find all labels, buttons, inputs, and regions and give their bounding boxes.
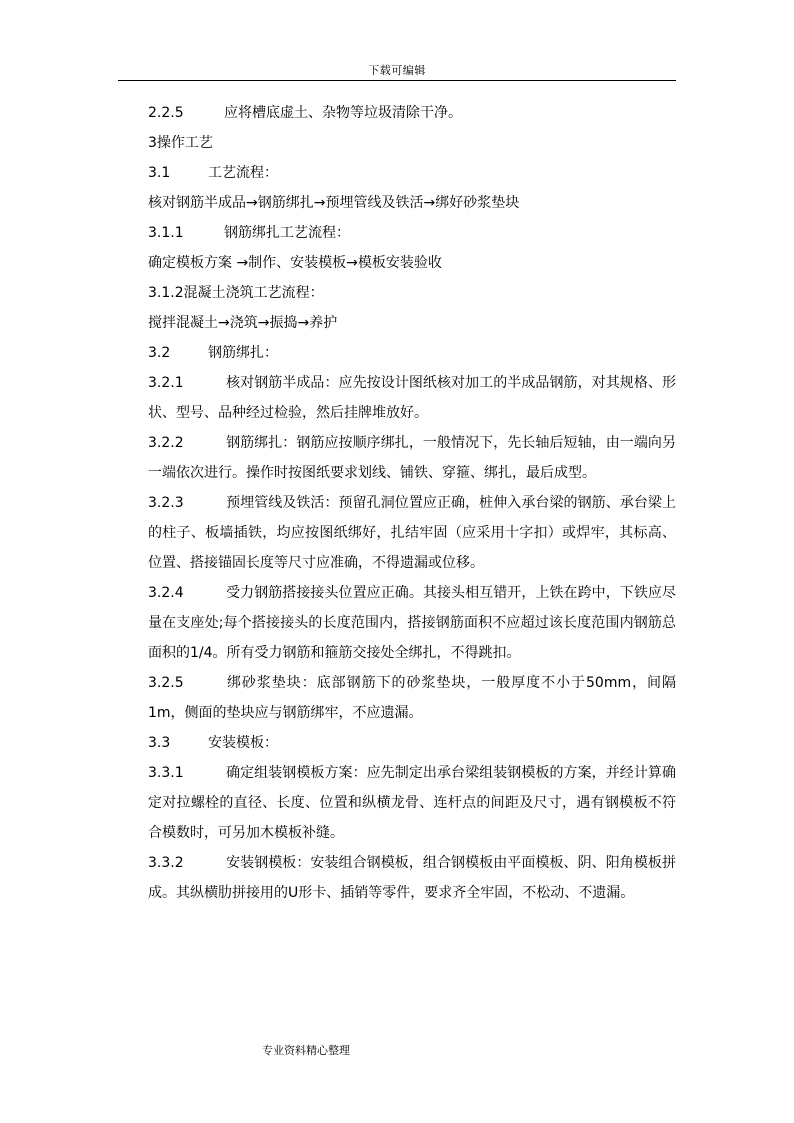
section-text: 钢筋绑扎： xyxy=(208,345,278,361)
section-text: 确定组装钢模板方案：应先制定出承台梁组装钢模板的方案，并经计算确定对拉螺栓的直径、长度、位置和纵横龙骨、连杆点的间距及尺寸，遇有钢模板不符合模数时，可另加木模板补缝。 xyxy=(148,765,676,841)
line-3-1 xyxy=(148,158,676,188)
heading-3: 3操作工艺 xyxy=(148,135,213,151)
section-text: 受力钢筋搭接接头位置应正确。其接头相互错开，上铁在跨中，下铁应尽量在支座处;每个搭接接头的长度范围内，搭接钢筋面积不应超过该长度范围内钢筋总面积的1/4。所有受力钢筋和箍筋交接处全绑扎，不得跳扣。 xyxy=(148,585,676,661)
section-number: 3.1.1 xyxy=(148,225,184,241)
page-header: 下载可编辑 xyxy=(368,64,426,77)
section-text: 工艺流程： xyxy=(208,165,278,181)
section-text: 钢筋绑扎：钢筋应按顺序绑扎，一般情况下，先长轴后短轴，由一端向另一端依次进行。操作时按图纸要求划线、铺铁、穿箍、绑扎，最后成型。 xyxy=(148,435,676,481)
section-text: 安装模板： xyxy=(208,735,278,751)
flow-rebar: 核对钢筋半成品→钢筋绑扎→预埋管线及铁活→绑好砂浆垫块 xyxy=(148,195,520,211)
line-3-1-1 xyxy=(148,218,676,248)
section-number: 3.2.5 xyxy=(148,675,184,691)
section-text: 绑砂浆垫块：底部钢筋下的砂浆垫块，一般厚度不小于50mm，间隔1m，侧面的垫块应与钢筋绑牢，不应遗漏。 xyxy=(148,675,676,721)
section-number: 3.2.1 xyxy=(148,375,184,391)
para-3-2-1 xyxy=(148,368,676,428)
section-text: 钢筋绑扎工艺流程： xyxy=(224,225,350,241)
section-number: 2.2.5 xyxy=(148,105,184,121)
section-text: 预埋管线及铁活：预留孔洞位置应正确，桩伸入承台梁的钢筋、承台梁上的柱子、板墙插铁，均应按图纸绑好，扎结牢固（应采用十字扣）或焊牢，其标高、位置、搭接锚固长度等尺寸应准确，不得遗漏或位移。 xyxy=(148,495,676,571)
section-text: 安装钢模板：安装组合钢模板，组合钢模板由平面模板、阴、阳角模板拼成。其纵横肋拼接用的U形卡、插销等零件，要求齐全牢固，不松动、不遗漏。 xyxy=(148,855,676,901)
section-number: 3.3.1 xyxy=(148,765,184,781)
section-number: 3.1 xyxy=(148,165,171,181)
page-footer: 专业资料精心整理 xyxy=(262,1044,350,1057)
header-divider xyxy=(118,80,676,81)
section-text: 应将槽底虚土、杂物等垃圾清除干净。 xyxy=(224,105,462,121)
line-3-2 xyxy=(148,338,676,368)
para-3-3-1 xyxy=(148,758,676,848)
section-number: 3.2.4 xyxy=(148,585,184,601)
para-3-2-5 xyxy=(148,668,676,728)
section-number: 3.3.2 xyxy=(148,855,184,871)
para-3-2-4 xyxy=(148,578,676,668)
para-3-3-2 xyxy=(148,848,676,908)
section-number: 3.3 xyxy=(148,735,171,751)
line-3-3 xyxy=(148,728,676,758)
section-number: 3.2.3 xyxy=(148,495,184,511)
flow-concrete: 搅拌混凝土→浇筑→振捣→养护 xyxy=(148,315,338,331)
line-3-1-2: 3.1.2混凝土浇筑工艺流程： xyxy=(148,285,324,301)
section-text: 核对钢筋半成品：应先按设计图纸核对加工的半成品钢筋，对其规格、形状、型号、品种经过检验，然后挂牌堆放好。 xyxy=(148,375,676,421)
line-2-2-5 xyxy=(148,98,676,128)
para-3-2-3 xyxy=(148,488,676,578)
section-number: 3.2.2 xyxy=(148,435,184,451)
document-body xyxy=(148,98,676,908)
section-number: 3.2 xyxy=(148,345,171,361)
para-3-2-2 xyxy=(148,428,676,488)
flow-formwork: 确定模板方案 →制作、安装模板→模板安装验收 xyxy=(148,255,442,271)
